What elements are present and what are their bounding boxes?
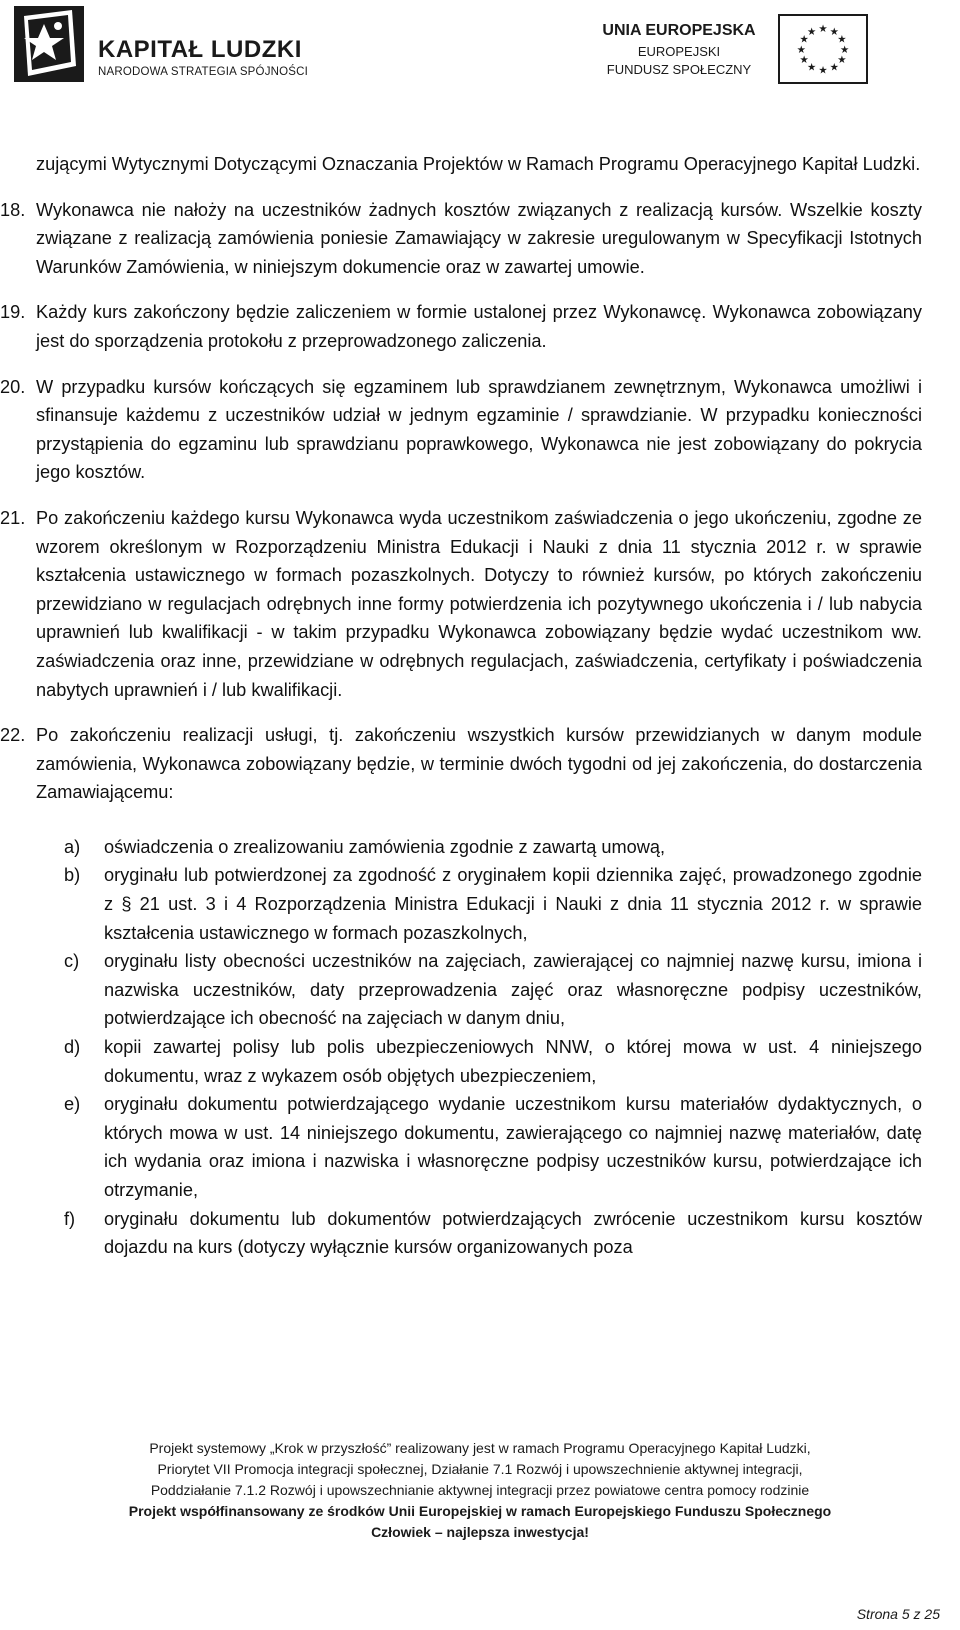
- svg-text:★: ★: [818, 23, 828, 36]
- kapital-ludzki-emblem-icon: [14, 6, 84, 82]
- list-item: [64, 1033, 922, 1090]
- list-item: [64, 1090, 922, 1204]
- document-body: [0, 150, 922, 1262]
- list-letter: d): [64, 1037, 81, 1058]
- eu-logo-line3: FUNDUSZ SPOŁECZNY: [606, 62, 752, 77]
- eu-flag-icon: [778, 14, 868, 84]
- svg-text:★: ★: [818, 64, 828, 77]
- svg-text:★: ★: [807, 61, 817, 74]
- svg-text:★: ★: [807, 25, 817, 38]
- list-letter: f): [64, 1208, 76, 1229]
- numbered-item-18: [0, 196, 922, 282]
- numbered-item-21: [0, 504, 922, 704]
- numbered-item-22: [0, 721, 922, 807]
- eu-logo: [594, 14, 924, 86]
- item-number: 19.: [0, 302, 26, 323]
- list-item: [64, 861, 922, 947]
- svg-text:★: ★: [840, 43, 850, 56]
- footer-line-4: Projekt współfinansowany ze środków Unii Europejskiej w ramach Europejskiego Funduszu Społecznego: [128, 1503, 832, 1519]
- svg-text:★: ★: [837, 33, 847, 46]
- list-text: oryginału listy obecności uczestników na zajęciach, zawierającej co najmniej nazwę kursu, imiona i nazwiska uczestników, daty przeprowadzenia zajęć oraz własnoręczne podpisy uczestników, potwierdzające ich obecność na zajęciach w danym dniu,: [104, 951, 922, 1029]
- item-text: Każdy kurs zakończony będzie zaliczeniem w formie ustalonej przez Wykonawcę. Wykonawca zobowiązany jest do sporządzenia protokołu z przeprowadzonego zaliczenia.: [36, 302, 922, 351]
- kapital-ludzki-title: KAPITAŁ LUDZKI: [98, 36, 302, 63]
- svg-text:★: ★: [799, 33, 809, 46]
- footer-line-1: Projekt systemowy „Krok w przyszłość” realizowany jest w ramach Programu Operacyjnego Kapitał Ludzki,: [149, 1440, 811, 1456]
- eu-logo-line1: UNIA EUROPEJSKA: [602, 22, 756, 39]
- list-text: oryginału dokumentu potwierdzającego wydanie uczestnikom kursu materiałów dydaktycznych, o których mowa w ust. 14 niniejszego dokumentu, zawierającego co najmniej nazwę materiałów, datę ich wydania oraz imiona i nazwiska i własnoręczne podpisy uczestników kursu, potwierdzające ich otrzymanie,: [104, 1094, 922, 1200]
- kapital-ludzki-subtitle: NARODOWA STRATEGIA SPÓJNOŚCI: [98, 66, 309, 78]
- list-text: oryginału lub potwierdzonej za zgodność z oryginałem kopii dziennika zajęć, prowadzonego zgodnie z § 21 ust. 3 i 4 Rozporządzenia Ministra Edukacji i Nauki z dnia 11 stycznia 2012 r. w sprawie kształcenia ustawicznego w formach pozaszkolnych,: [104, 865, 922, 943]
- page-header: [0, 0, 960, 100]
- svg-text:★: ★: [829, 25, 839, 38]
- svg-text:★: ★: [837, 54, 847, 67]
- list-item: [64, 1205, 922, 1262]
- item-text: Po zakończeniu każdego kursu Wykonawca wyda uczestnikom zaświadczenia o jego ukończeniu, zgodne ze wzorem określonym w Rozporządzeniu Ministra Edukacji i Nauki z dnia 11 stycznia 2012 r. w sprawie kształcenia ustawicznego w formach pozaszkolnych. Dotyczy to również kursów, po których zakończeniu przewidziano w regulacjach odrębnych inne formy potwierdzenia ich pozytywnego ukończenia i / lub nabycia uprawnień lub kwalifikacji - w takim przypadku Wykonawca zobowiązany będzie wydać uczestnikom ww. zaświadczenia oraz inne, przewidziane w odrębnych regulacjach, zaświadczenia, certyfikaty i poświadczenia nabytych uprawnień i / lub kwalifikacji.: [36, 507, 922, 700]
- list-letter: e): [64, 1094, 81, 1115]
- page-footer: [0, 1438, 960, 1543]
- list-item: [64, 833, 922, 862]
- eu-logo-line2: EUROPEJSKI: [637, 44, 721, 59]
- footer-slogan: Człowiek – najlepsza inwestycja!: [371, 1524, 589, 1540]
- list-text: oświadczenia o zrealizowaniu zamówienia zgodnie z zawartą umową,: [104, 836, 666, 857]
- list-letter: c): [64, 951, 80, 972]
- list-text: kopii zawartej polisy lub polis ubezpieczeniowych NNW, o której mowa w ust. 4 niniejszego dokumentu, wraz z wykazem osób objętych ubezpieczeniem,: [104, 1037, 922, 1086]
- intro-paragraph: zującymi Wytycznymi Dotyczącymi Oznaczania Projektów w Ramach Programu Operacyjnego Kapitał Ludzki.: [36, 154, 921, 174]
- list-letter: a): [64, 836, 81, 857]
- svg-text:★: ★: [799, 54, 809, 67]
- item-number: 21.: [0, 507, 26, 528]
- list-item: [64, 947, 922, 1033]
- footer-line-3: Poddziałanie 7.1.2 Rozwój i upowszechnianie aktywnej integracji przez powiatowe centra pomocy rodzinie: [150, 1482, 810, 1498]
- item-text: Wykonawca nie nałoży na uczestników żadnych kosztów związanych z realizacją kursów. Wszelkie koszty związane z realizacją zamówienia poniesie Zamawiający w zakresie uregulowanym w Specyfikacji Istotnych Warunków Zamówienia, w niniejszym dokumencie oraz w zawartej umowie.: [36, 199, 922, 277]
- item-number: 20.: [0, 376, 26, 397]
- svg-text:★: ★: [829, 61, 839, 74]
- deliverables-list: [36, 833, 922, 1262]
- list-text: oryginału dokumentu lub dokumentów potwierdzających zwrócenie uczestnikom kursu kosztów dojazdu na kurs (dotyczy wyłącznie kursów organizowanych poza: [104, 1208, 922, 1258]
- footer-line-2: Priorytet VII Promocja integracji społecznej, Działanie 7.1 Rozwój i upowszechnienie aktywnej integracji,: [157, 1461, 803, 1477]
- numbered-item-19: [0, 298, 922, 355]
- item-number: 18.: [0, 199, 26, 220]
- kapital-ludzki-logo: [14, 6, 334, 86]
- item-text: W przypadku kursów kończących się egzaminem lub sprawdzianem zewnętrznym, Wykonawca umożliwi i sfinansuje każdemu z uczestników udział w jednym egzaminie / sprawdzianie. W przypadku konieczności przystąpienia do egzaminu lub sprawdzianu poprawkowego, Wykonawca nie jest zobowiązany do pokrycia jego kosztów.: [36, 376, 922, 483]
- svg-text:★: ★: [796, 43, 806, 56]
- list-letter: b): [64, 865, 81, 886]
- item-text: Po zakończeniu realizacji usługi, tj. zakończeniu wszystkich kursów przewidzianych w danym module zamówienia, Wykonawca zobowiązany będzie, w terminie dwóch tygodni od jej zakończenia, do dostarczenia Zamawiającemu:: [36, 725, 922, 803]
- page-number: Strona 5 z 25: [856, 1606, 940, 1622]
- item-number: 22.: [0, 725, 26, 746]
- numbered-item-20: [0, 373, 922, 487]
